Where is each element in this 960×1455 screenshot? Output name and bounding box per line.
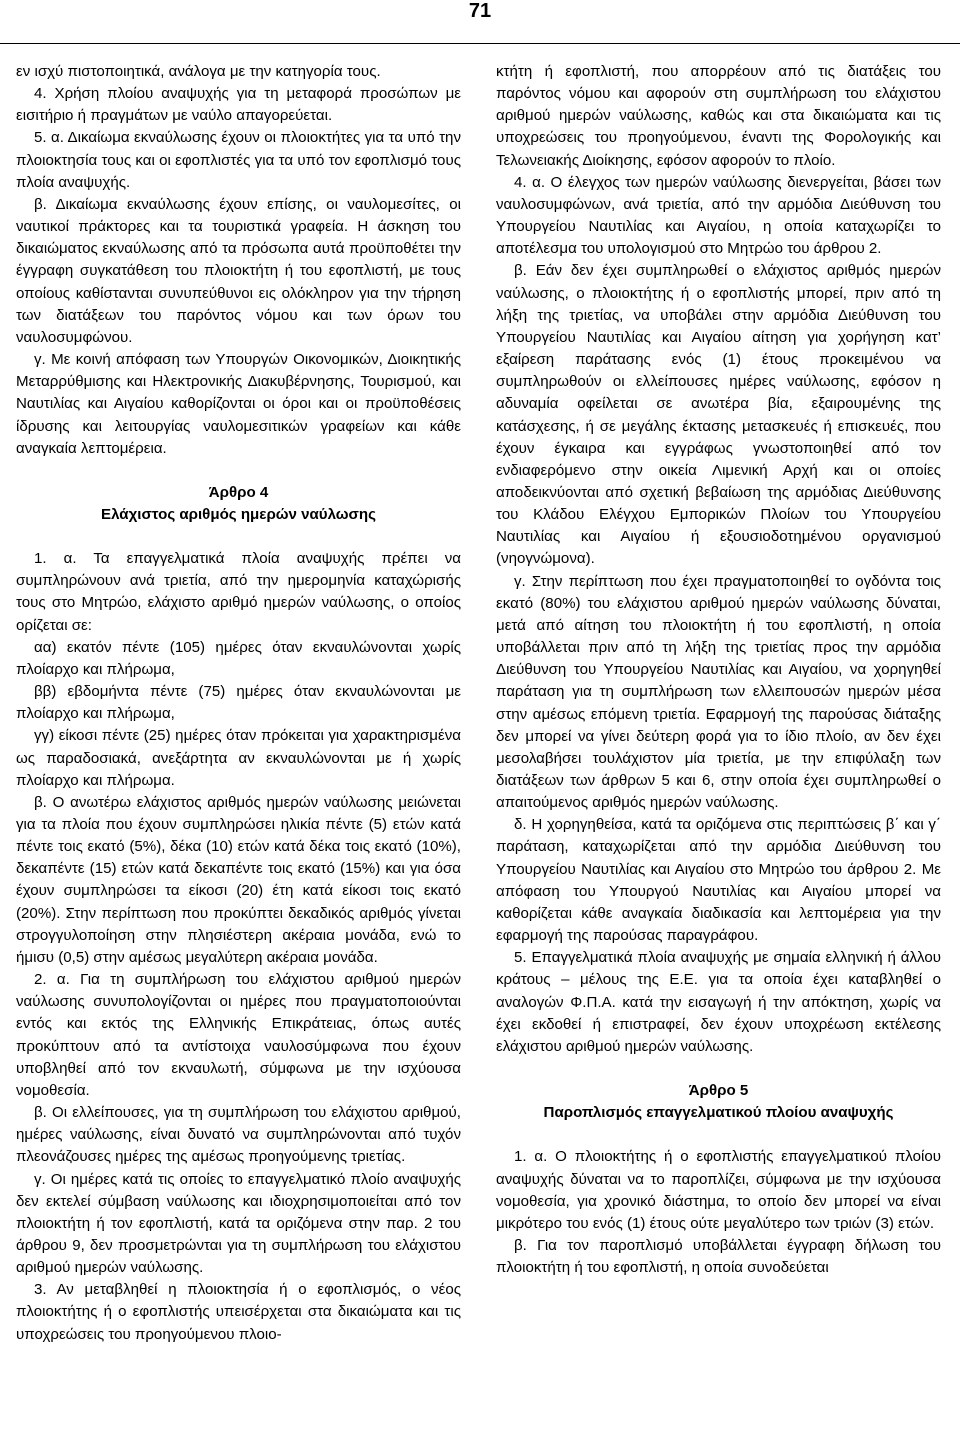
paragraph: 4. Χρήση πλοίου αναψυχής για τη μεταφορά προσώπων με εισιτήριο ή πραγμάτων με ναύλο απαγορεύεται.	[16, 85, 461, 125]
paragraph: εν ισχύ πιστοποιητικά, ανάλογα με την κατηγορία τους.	[16, 63, 381, 80]
paragraph: γ. Οι ημέρες κατά τις οποίες το επαγγελματικό πλοίο αναψυχής δεν εκτελεί σύμβαση ναύλωσης και ιδιοχρησιμοποιείται από τον πλοιοκτήτη ή τον εφοπλιστή, κατά τα οριζόμενα στην παρ. 2 του άρθρου 9, δεν προσμετρώνται για τη συμπλήρωση του ελάχιστου αριθμού ημερών ναύλωσης.	[16, 1170, 461, 1277]
paragraph: 4. α. Ο έλεγχος των ημερών ναύλωσης διενεργείται, βάσει των ναυλοσυμφώνων, ανά τριετία, από την αρμόδια Διεύθυνση του Υπουργείου Ναυτιλίας και Αιγαίου, η οποία καταχωρίζει το αποτέλεσμα του υπολογισμού στο Μητρώο του άρθρου 2.	[496, 173, 941, 258]
paragraph: κτήτη ή εφοπλιστή, που απορρέουν από τις διατάξεις του παρόντος νόμου και αφορούν στη συμπλήρωση του ελάχιστου αριθμού ημερών ναύλωσης, καθώς και στα δικαιώματα και τις υποχρεώσεις του προηγούμενου, έναντι της Φορολογικής και Τελωνειακής Διοίκησης, εφόσον αφορούν το πλοίο.	[496, 63, 941, 169]
paragraph: β. Εάν δεν έχει συμπληρωθεί ο ελάχιστος αριθμός ημερών ναύλωσης, ο πλοιοκτήτης ή ο εφοπλιστής μπορεί, πριν από τη λήξη της τριετίας, να υποβάλει στην αρμόδια Διεύθυνση του Υπουργείου Ναυτιλίας και Αιγαίου αίτηση για χορήγηση κατ’ εξαίρεση παράτασης ενός (1) έτους προκειμένου να συμπληρωθούν οι ελλείπουσες ημέρες ναύλωσης, εφόσον η αδυναμία οφείλεται σε ανωτέρα βία, εξαιρουμένης της κατάσχεσης, ή σε μεγάλης έκτασης μετασκευές ή επισκευές, που έχουν έγκαιρα και εγγράφως γνωστοποιηθεί από τον ενδιαφερόμενο στην οικεία Λιμενική Αρχή και οι οποίες αποδεικνύονται από σχετική βεβαίωση της αρμόδιας Διεύθυνσης του Κλάδου Ελέγχου Εμπορικών Πλοίων του Υπουργείου Ναυτιλίας και Αιγαίου ή εξουσιοδοτημένου οργανισμού (νηογνώμονα).	[496, 262, 941, 568]
paragraph: β. Ο ανωτέρω ελάχιστος αριθμός ημερών ναύλωσης μειώνεται για τα πλοία που έχουν συμπληρώσει ηλικία πέντε (5) ετών κατά πέντε τοις εκατό (5%), δέκα (10) ετών κατά δέκα τοις εκατό (10%), δεκαπέντε (15) ετών κατά δεκαπέντε τοις εκατό (15%) και για όσα έχουν συμπληρώσει τα είκοσι (20) έτη κατά είκοσι τοις εκατό (20%). Στην περίπτωση που προκύπτει δεκαδικός αριθμός γίνεται στρογγυλοποίηση στην πλησιέστερη ακέραια μονάδα, ενώ το ήμισυ (0,5) στην αμέσως μεγαλύτερη ακέραια μονάδα.	[16, 793, 461, 966]
paragraph: γ. Στην περίπτωση που έχει πραγματοποιηθεί το ογδόντα τοις εκατό (80%) του ελάχιστου αριθμού ημερών ναύλωσης δύναται, μετά από αίτηση του πλοιοκτήτη ή του εφοπλιστή, η οποία υποβάλλεται πριν από τη λήξη της τριετίας προς την αρμόδια Διεύθυνση του Υπουργείου Ναυτιλίας και Αιγαίου, να χορηγηθεί παράταση για τη συμπλήρωση των ελλειπουσών ημερών μέσα στην αμέσως επόμενη τριετία. Εφαρμογή της παρούσας διάταξης δεν μπορεί να γίνει δεύτερη φορά για το ίδιο πλοίο, αν δεν έχει μεσολαβήσει τουλάχιστον μία τριετία, με την επιφύλαξη των διατάξεων των άρθρων 5 και 6, στην οποία έχει συμπληρωθεί ο απαιτούμενος αριθμός ημερών ναύλωσης.	[496, 572, 941, 812]
paragraph: 5. α. Δικαίωμα εκναύλωσης έχουν οι πλοιοκτήτες για τα υπό την πλοιοκτησία τους και οι εφοπλιστές για τα υπό τον εφοπλισμό τους πλοία αναψυχής.	[16, 129, 461, 191]
paragraph: ββ) εβδομήντα πέντε (75) ημέρες όταν εκναυλώνονται με πλοίαρχο και πλήρωμα,	[16, 683, 461, 723]
left-column	[16, 61, 461, 1346]
paragraph: 5. Επαγγελματικά πλοία αναψυχής με σημαία ελληνική ή άλλου κράτους – μέλους της Ε.Ε. για τα οποία έχει καταβληθεί ο αναλογών Φ.Π.Α. κατά την εισαγωγή ή την απόκτηση, χωρίς να έχει εκδοθεί ή επιστραφεί, δεν έχουν υποχρέωση εκτέλεσης ελάχιστου αριθμού ημερών ναύλωσης.	[496, 949, 941, 1055]
article-5-title: Άρθρο 5	[688, 1082, 749, 1100]
paragraph: β. Οι ελλείπουσες, για τη συμπλήρωση του ελάχιστου αριθμού, ημέρες ναύλωσης, είναι δυνατό να συμπληρώνονται από τυχόν πλεονάζουσες ημέρες της αμέσως προηγούμενης τριετίας.	[16, 1104, 461, 1166]
paragraph: γ. Με κοινή απόφαση των Υπουργών Οικονομικών, Διοικητικής Μεταρρύθμισης και Ηλεκτρονικής Διακυβέρνησης, Τουρισμού, και Ναυτιλίας και Αιγαίου καθορίζονται οι όροι και οι προϋποθέσεις ίδρυσης και λειτουργίας ναυλομεσιτικών γραφείων και κάθε αναγκαία λεπτομέρεια.	[16, 351, 461, 457]
paragraph: β. Για τον παροπλισμό υποβάλλεται έγγραφη δήλωση του πλοιοκτήτη ή του εφοπλιστή, η οποία συνοδεύεται	[496, 1236, 941, 1277]
paragraph: 2. α. Για τη συμπλήρωση του ελάχιστου αριθμού ημερών ναύλωσης συνυπολογίζονται οι ημέρες που πραγματοποιούνται εντός και εκτός της Ελληνικής Επικράτειας, όπως αυτές προκύπτουν από τα αντίστοιχα ναυλοσύμφωνα που έχουν υποβληθεί από τον εκναυλωτή, σύμφωνα με την ισχύουσα νομοθεσία.	[16, 971, 461, 1099]
article-4-title: Άρθρο 4	[208, 483, 269, 501]
right-column	[496, 61, 941, 1279]
paragraph: 1. α. Τα επαγγελματικά πλοία αναψυχής πρέπει να συμπληρώνουν ανά τριετία, από την ημερομηνία καταχώρισής τους στο Μητρώο, ελάχιστο αριθμό ημερών ναύλωσης, ο οποίος ορίζεται σε:	[16, 550, 461, 634]
paragraph: β. Δικαίωμα εκναύλωσης έχουν επίσης, οι ναυλομεσίτες, οι ναυτικοί πράκτορες και τα τουριστικά γραφεία. Η άσκηση του δικαιώματος εκναύλωσης από τα πρόσωπα αυτά προϋποθέτει την έγγραφη συγκατάθεση του πλοιοκτήτη ή του εφοπλιστή, με τους οποίους καθίστανται συνυπεύθυνοι εις ολόκληρον για την τήρηση των διατάξεων του παρόντος νόμου και των όρων του ναυλοσυμφώνου.	[16, 195, 461, 346]
paragraph: 3. Αν μεταβληθεί η πλοιοκτησία ή ο εφοπλισμός, ο νέος πλοιοκτήτης ή ο εφοπλιστής υπεισέρχεται στα δικαιώματα και τις υποχρεώσεις του προηγούμενου πλοιο-	[16, 1281, 461, 1343]
paragraph: γγ) είκοσι πέντε (25) ημέρες όταν πρόκειται για χαρακτηρισμένα ως παραδοσιακά, ανεξάρτητα αν εκναυλώνονται με ή χωρίς πλοίαρχο και πλήρωμα.	[16, 727, 461, 789]
article-5-subtitle: Παροπλισμός επαγγελματικού πλοίου αναψυχής	[543, 1104, 894, 1122]
paragraph: αα) εκατόν πέντε (105) ημέρες όταν εκναυλώνονται χωρίς πλοίαρχο και πλήρωμα,	[16, 638, 461, 678]
page-number: 71	[468, 0, 492, 22]
header-rule	[0, 43, 960, 44]
paragraph: 1. α. Ο πλοιοκτήτης ή ο εφοπλιστής επαγγελματικού πλοίου αναψυχής δύναται να το παροπλίζει, σύμφωνα με την ισχύουσα νομοθεσία, για χρονικό διάστημα, το οποίο δεν μπορεί να είναι μικρότερο του ενός (1) έτους ούτε μεγαλύτερο των τριών (3) ετών.	[496, 1148, 941, 1232]
paragraph: δ. Η χορηγηθείσα, κατά τα οριζόμενα στις περιπτώσεις β΄ και γ΄ παράταση, καταχωρίζεται από την αρμόδια Διεύθυνση του Υπουργείου Ναυτιλίας και Αιγαίου στο Μητρώο του άρθρου 2. Με απόφαση του Υπουργού Ναυτιλίας και Αιγαίου μπορεί να καθορίζεται κάθε αναγκαία διαδικασία και λεπτομέρεια για την εφαρμογή της παρούσας παραγράφου.	[496, 816, 941, 945]
article-4-subtitle: Ελάχιστος αριθμός ημερών ναύλωσης	[101, 505, 376, 523]
